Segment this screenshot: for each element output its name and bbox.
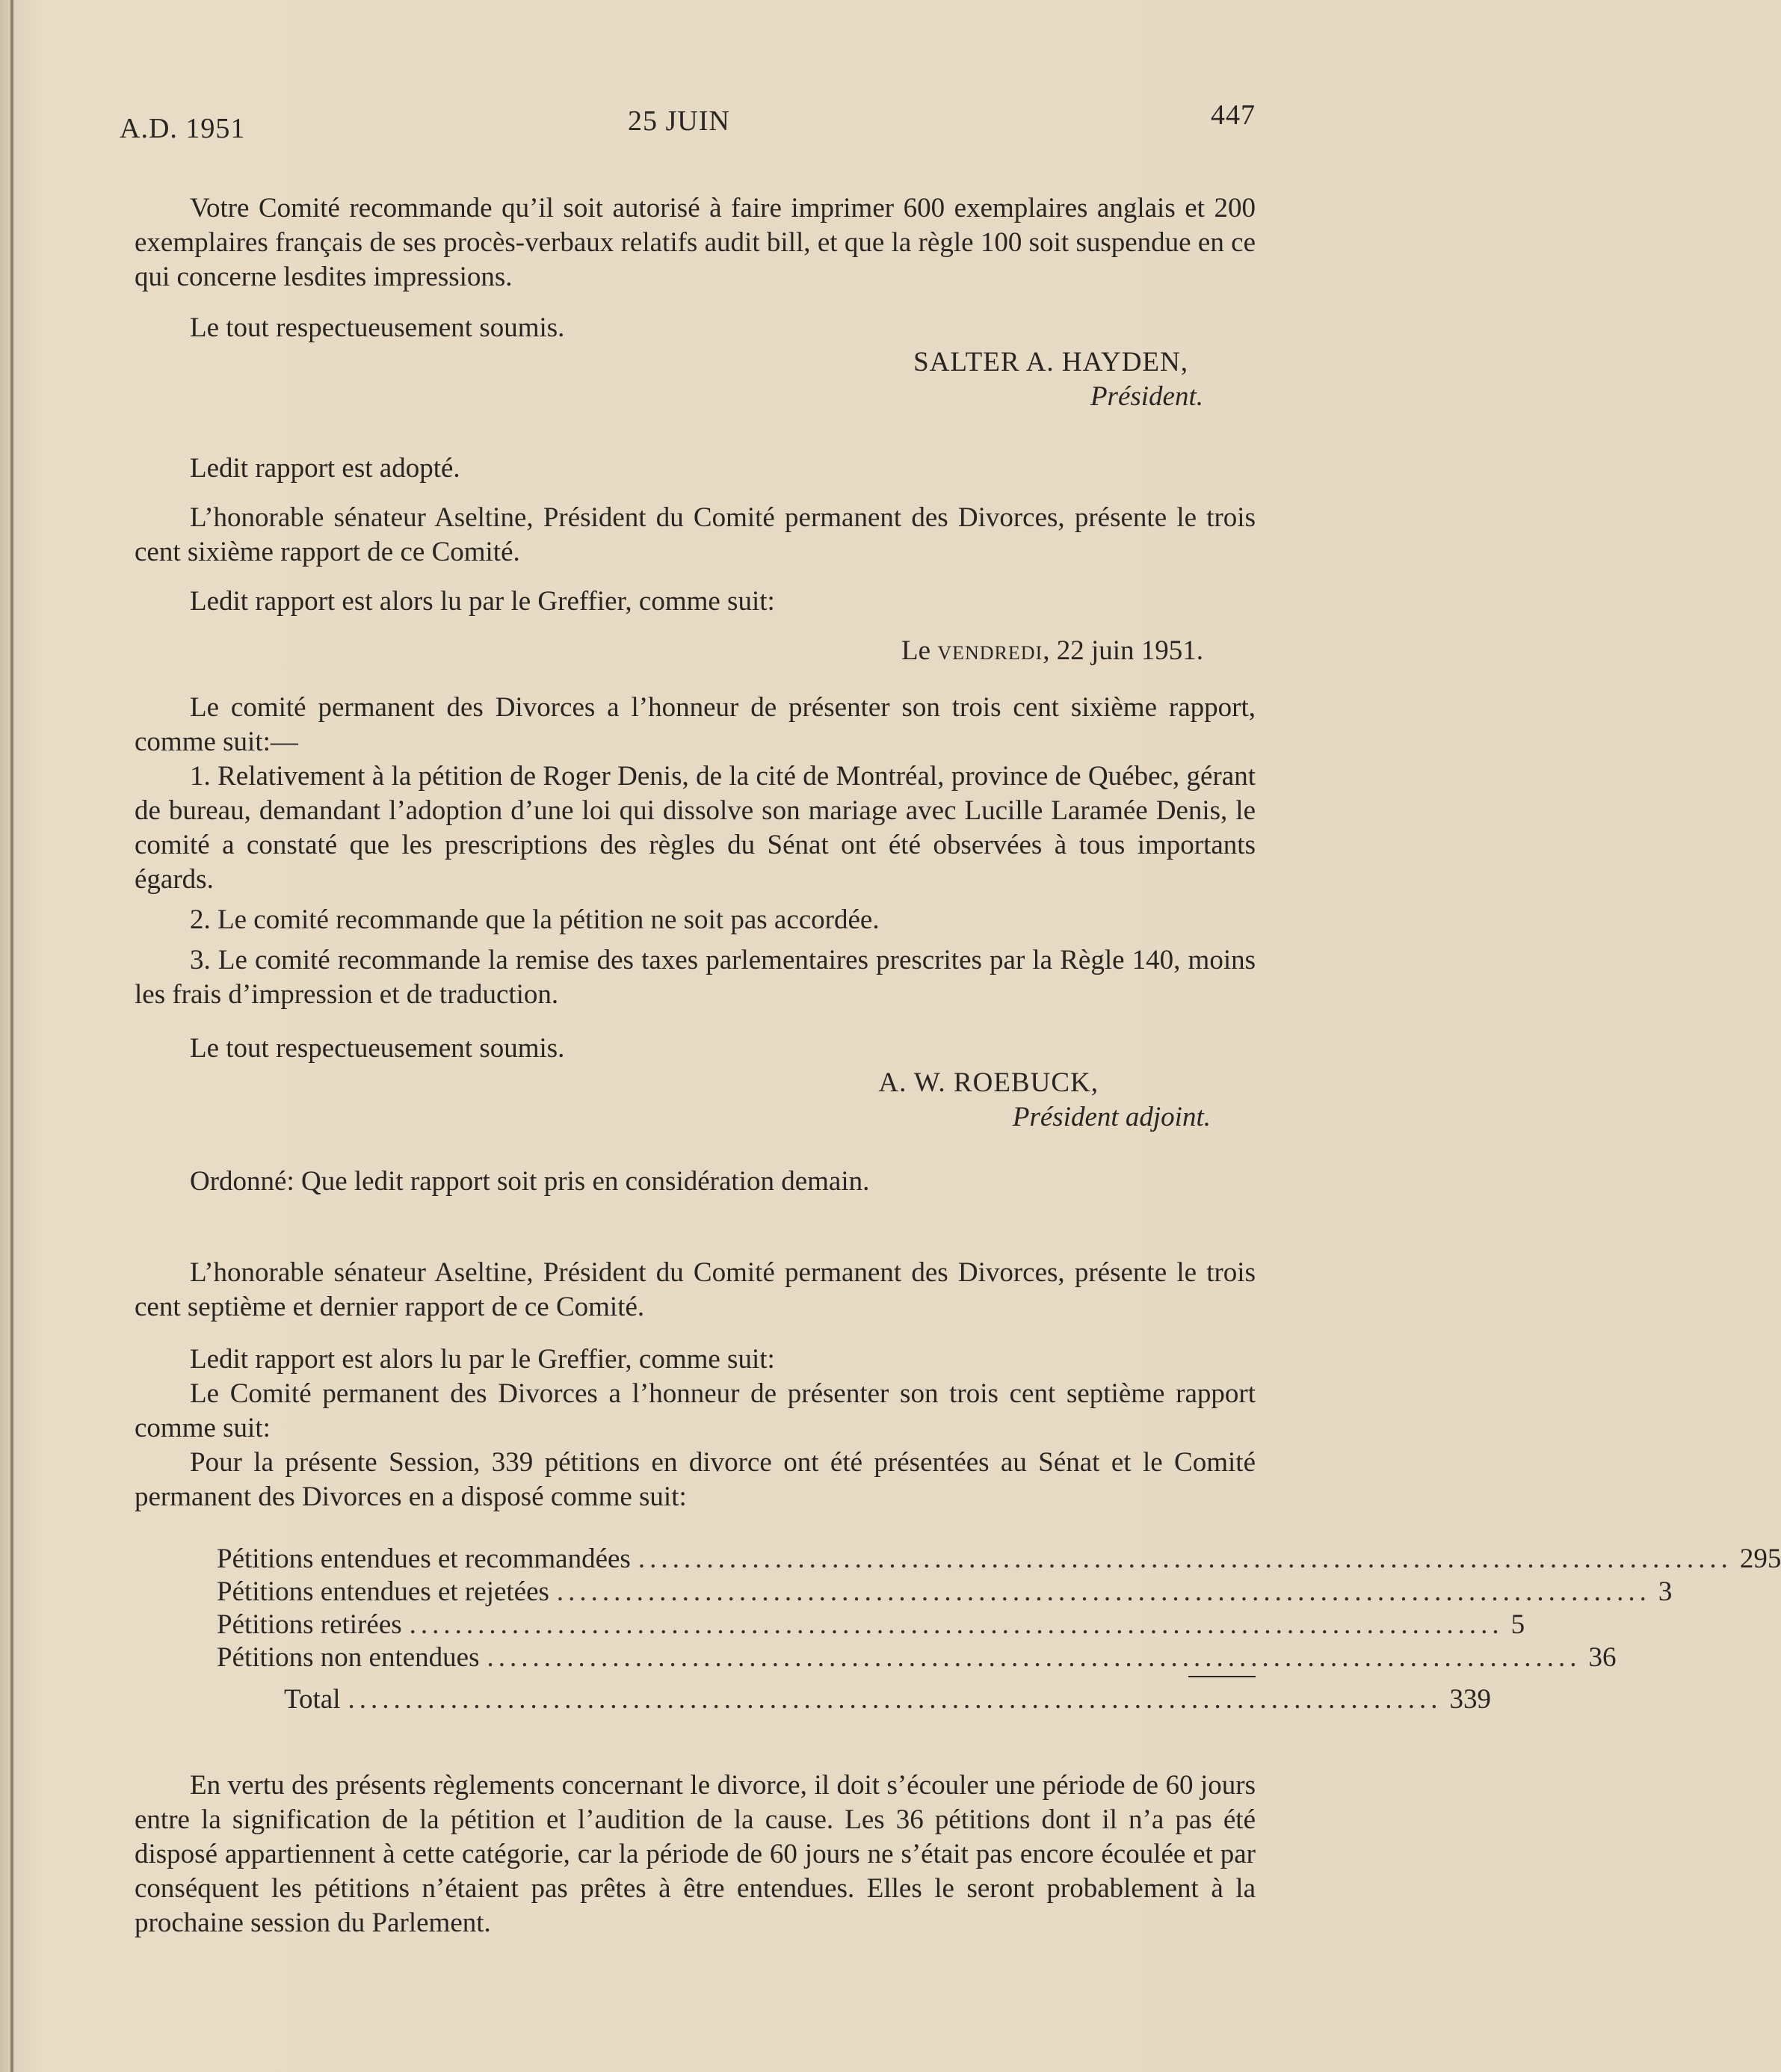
block-306th-report [135,451,1256,1199]
item-2: 2. Le comité recommande que la pétition ne soit pas accordée. [190,904,880,935]
row-value: 36 [1588,1642,1617,1673]
table-row [135,1609,1525,1641]
signature-roebuck: A. W. ROEBUCK, [878,1067,1099,1098]
row-label: Pétitions entendues et rejetées [217,1576,549,1607]
table-row [135,1543,1781,1576]
row-value: 295 [1739,1544,1781,1574]
sixty-day-rule-note: En vertu des présents règlements concernant le divorce, il doit s’écouler une période de 60 jours entre la signification de la pétition et l’audition de la cause. Les 36 pétitions dont il n’a pas été disposé appartiennent à cette catégorie, car la période de 60 jours ne s’était pas encore écoulée et par conséquent les pétitions n’étaient pas prêtes à être entendues. Elles le seront probablement à la prochaine session du Parlement. [135,1770,1256,1938]
printing-recommendation: Votre Comité recommande qu’il soit autorisé à faire imprimer 600 exemplaires anglais et 200 exemplaires français de ses procès-verbaux relatifs audit bill, et que la règle 100 soit suspendue en ce qui concerne lesdites impressions. [135,193,1256,292]
intro-307: Le Comité permanent des Divorces a l’honneur de présenter son trois cent septième rapport comme suit: [135,1378,1256,1443]
block-307th-report [135,1256,1256,1514]
row-value: 5 [1510,1609,1525,1640]
row-label: Pétitions non entendues [217,1642,480,1673]
report-date: Le vendredi, 22 juin 1951. [901,635,1203,666]
total-label: Total [284,1684,341,1715]
page-header [120,99,1256,149]
session-petitions: Pour la présente Session, 339 pétitions en divorce ont été présentées au Sénat et le Comité permanent des Divorces en a disposé comme suit: [135,1447,1256,1512]
signature-title-hayden: Président. [1090,381,1203,412]
petitions-table [135,1543,1781,1716]
signature-title-roebuck: Président adjoint. [1012,1102,1211,1132]
total-value: 339 [1449,1684,1491,1715]
presentation-307: L’honorable sénateur Aseltine, Président du Comité permanent des Divorces, présente le trois cent septième et dernier rapport de ce Comité. [135,1257,1256,1322]
row-label: Pétitions entendues et recommandées [217,1544,631,1574]
respectfully-submitted-2: Le tout respectueusement soumis. [190,1033,565,1064]
row-value: 3 [1658,1576,1673,1607]
signature-hayden: SALTER A. HAYDEN, [913,347,1188,377]
table-row [135,1576,1673,1609]
header-year: A.D. 1951 [120,113,246,144]
item-3: 3. Le comité recommande la remise des taxes parlementaires prescrites par la Règle 140, moins les frais d’impression et de traduction. [135,945,1256,1010]
leader-dots: ................................................................................................ [638,1544,1732,1574]
read-by-clerk-306: Ledit rapport est alors lu par le Greffier, comme suit: [190,586,775,617]
page-number: 447 [1211,99,1256,131]
presentation-306: L’honorable sénateur Aseltine, Président du Comité permanent des Divorces, présente le trois cent sixième rapport de ce Comité. [135,502,1256,567]
header-date: 25 JUIN [628,105,730,137]
table-total-row [135,1683,1491,1716]
table-row [135,1641,1617,1674]
report-adopted: Ledit rapport est adopté. [190,453,460,484]
respectfully-submitted-1: Le tout respectueusement soumis. [190,312,565,343]
item-1: 1. Relativement à la pétition de Roger Denis, de la cité de Montréal, province de Québec, gérant de bureau, demandant l’adoption d’une loi qui dissolve son mariage avec Lucille Laramée Denis, le comité a constaté que les prescriptions des règles du Sénat ont été observées à tous importants égards. [135,761,1256,895]
block-hayden-report [135,191,1256,414]
leader-dots: ................................................................................................ [487,1642,1581,1673]
row-label: Pétitions retirées [217,1609,402,1640]
leader-dots: ................................................................................................ [348,1684,1442,1715]
intro-306: Le comité permanent des Divorces a l’honneur de présenter son trois cent sixième rapport, comme suit:— [135,692,1256,757]
leader-dots: ................................................................................................ [556,1576,1651,1607]
sum-rule [1188,1676,1256,1677]
date-weekday: vendredi [937,635,1043,666]
block-final-note [135,1769,1256,1940]
ordered-consideration: Ordonné: Que ledit rapport soit pris en considération demain. [190,1166,870,1197]
leader-dots: ................................................................................................ [409,1609,1504,1640]
read-by-clerk-307: Ledit rapport est alors lu par le Greffier, comme suit: [190,1344,775,1375]
binding-edge [10,0,13,2072]
